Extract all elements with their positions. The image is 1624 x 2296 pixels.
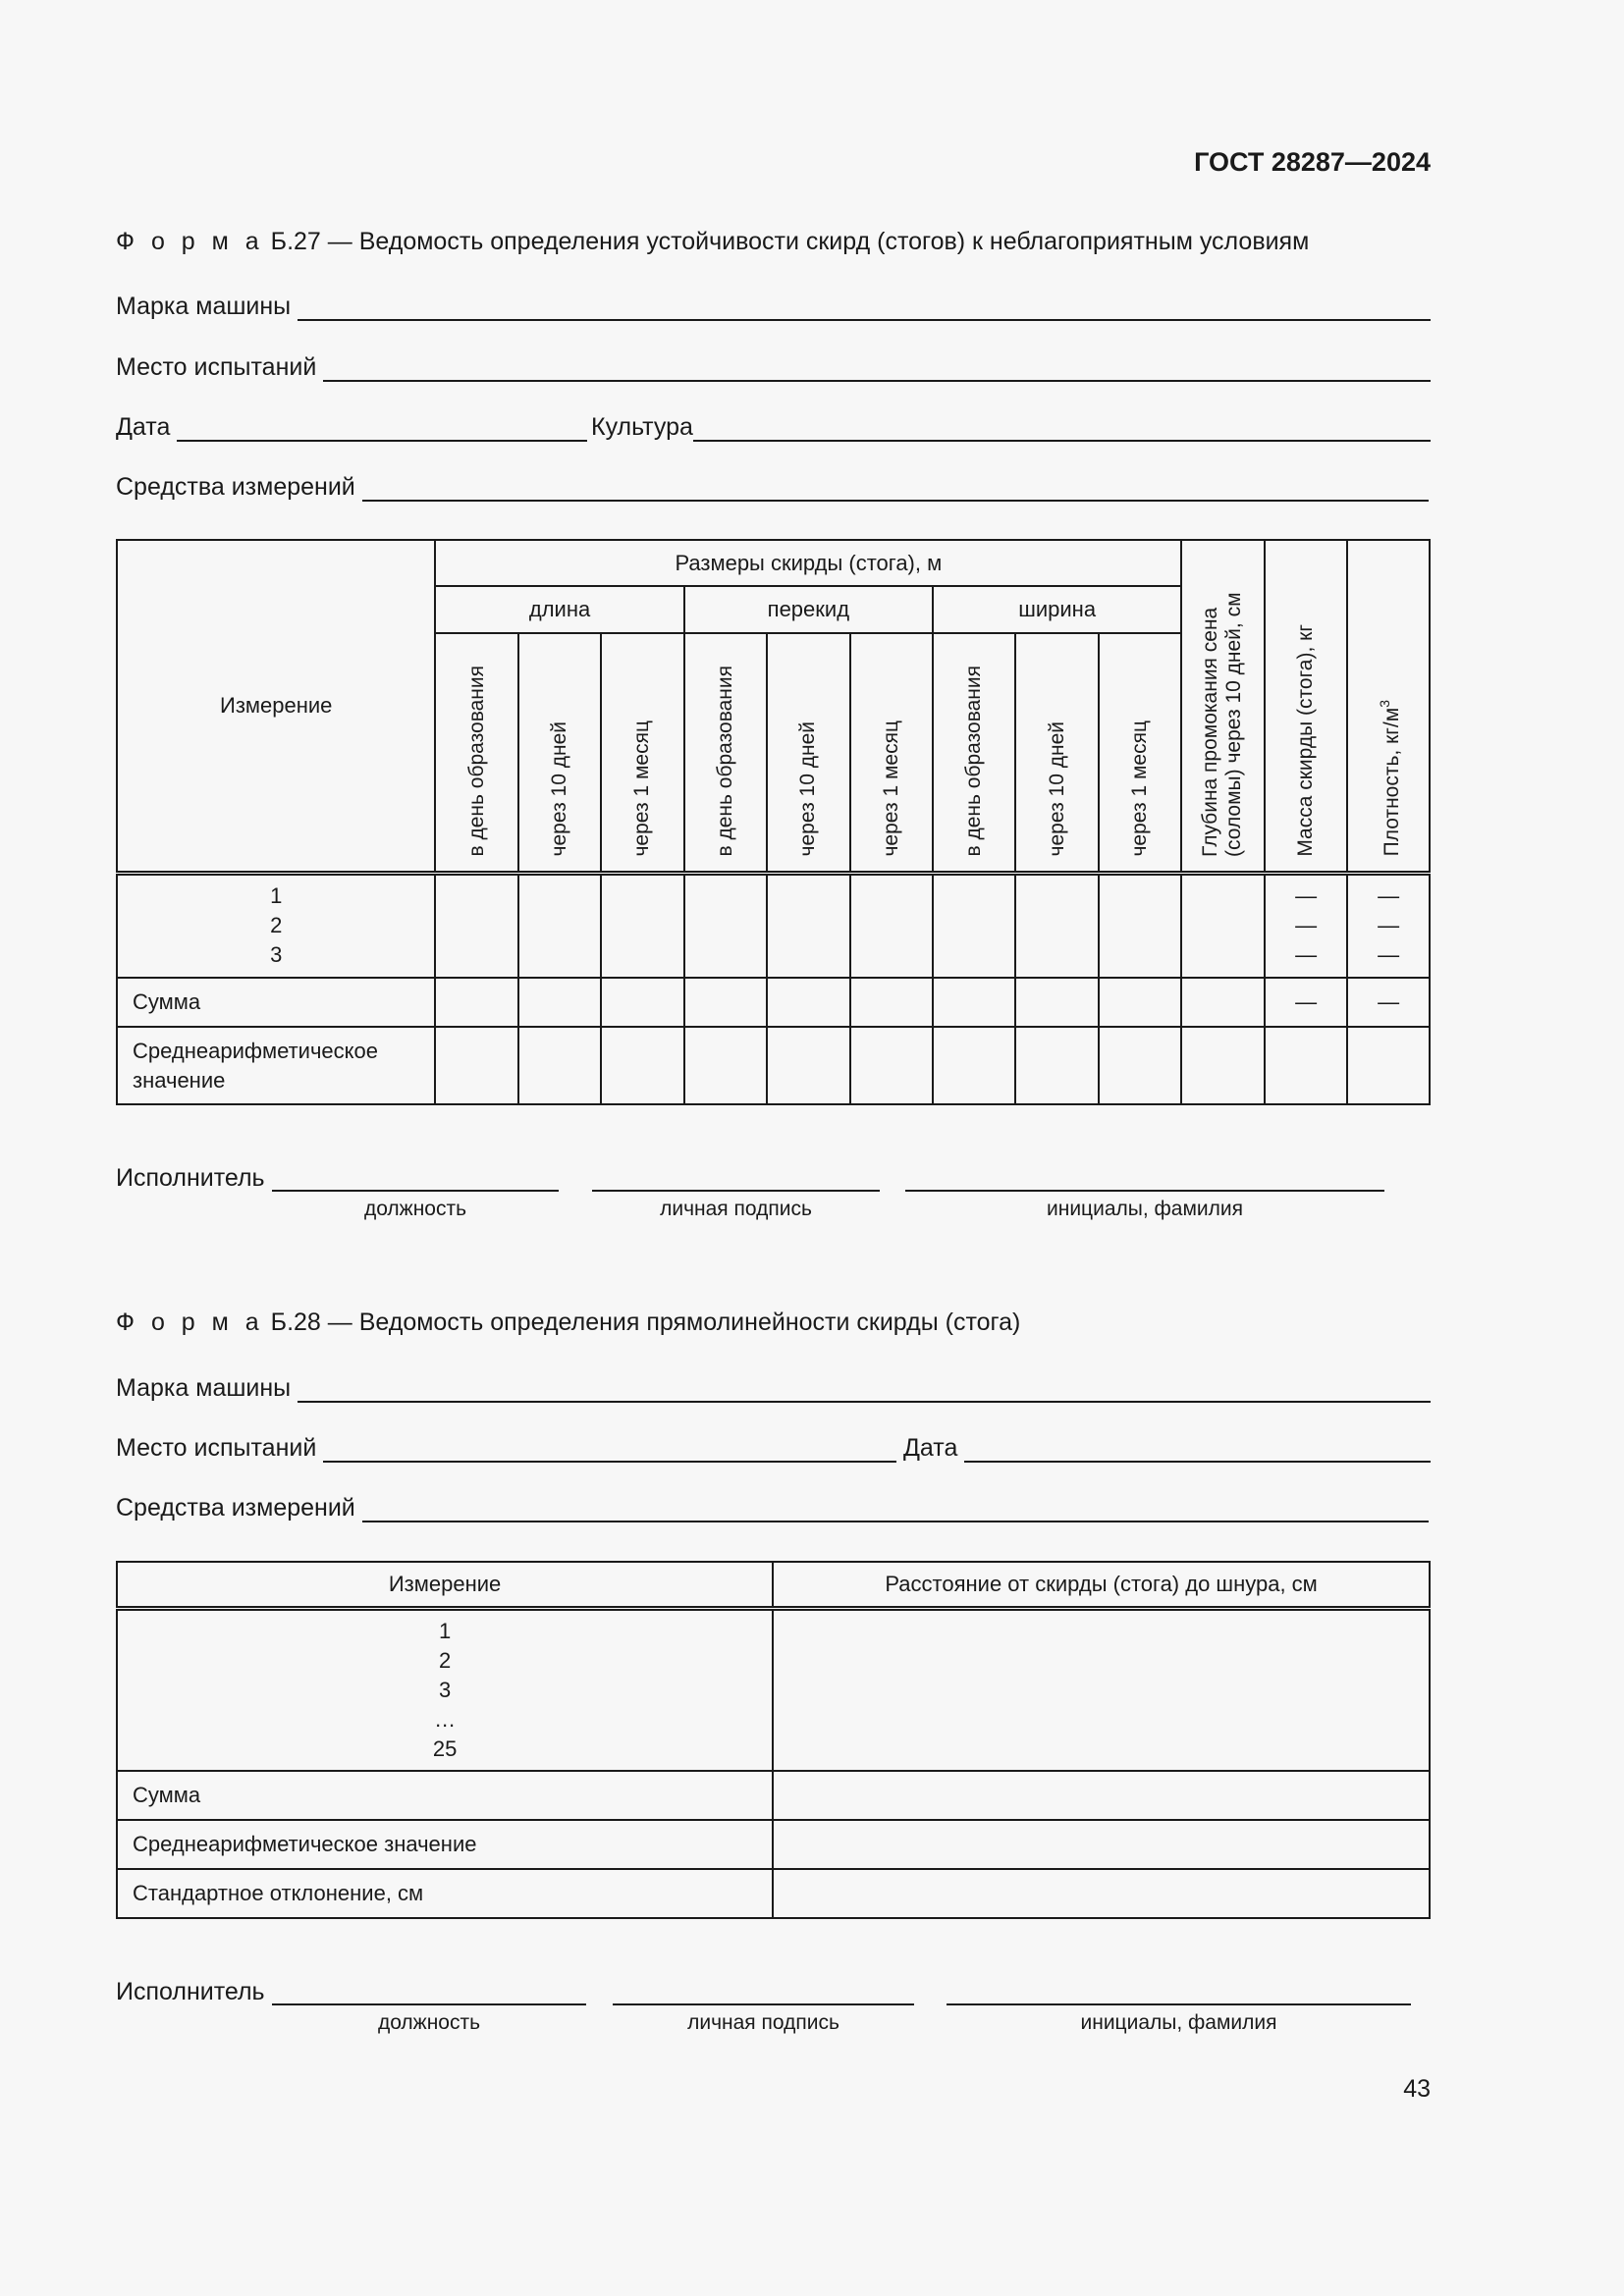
form27-signature-line[interactable] (592, 1190, 880, 1192)
density-dash-cell: — — — (1347, 873, 1430, 978)
subcol-header: через 10 дней (767, 633, 849, 873)
mean-row (117, 1027, 1430, 1104)
sizes-header: Размеры скирды (стога), м (435, 540, 1181, 586)
data-cell[interactable] (518, 978, 601, 1027)
sum-label: Сумма (117, 1771, 773, 1820)
data-cell[interactable] (435, 873, 517, 978)
form27-executor-label: Исполнитель (116, 1164, 265, 1192)
std-label: Стандартное отклонение, см (117, 1869, 773, 1918)
form27-date-field (116, 413, 587, 442)
measurement-header: Измерение (117, 540, 435, 873)
data-cell[interactable] (767, 1027, 849, 1104)
data-cell[interactable] (850, 873, 933, 978)
data-cell[interactable] (933, 978, 1015, 1027)
form27-instruments-label: Средства измерений (116, 473, 355, 501)
data-cell[interactable] (850, 978, 933, 1027)
subcol-header: в день образования (435, 633, 517, 873)
group-width: ширина (933, 586, 1181, 633)
form28-place-field (116, 1434, 896, 1463)
data-cell[interactable] (1099, 1027, 1181, 1104)
form28-date-label: Дата (903, 1434, 958, 1462)
form27-place-label: Место испытаний (116, 353, 317, 381)
form27-place-field (116, 353, 1431, 382)
data-cell[interactable] (1099, 978, 1181, 1027)
form28-date-field (903, 1434, 1431, 1463)
data-cell[interactable] (1347, 1027, 1430, 1104)
sum-label: Сумма (117, 978, 435, 1027)
row-numbers: 1 2 3 … 25 (117, 1608, 773, 1771)
form27-position-line[interactable] (272, 1190, 559, 1192)
data-cell[interactable] (767, 873, 849, 978)
data-cell[interactable] (767, 978, 849, 1027)
form28-position-caption: должность (377, 2011, 481, 2034)
data-cell[interactable] (518, 873, 601, 978)
data-cell[interactable] (1015, 873, 1098, 978)
mass-header: Масса скирды (стога), кг (1265, 540, 1347, 873)
mean-label: Среднеарифметическое значение (117, 1820, 773, 1869)
form27-prefix: Ф о р м а (116, 228, 264, 255)
data-cell[interactable] (601, 978, 683, 1027)
data-cell[interactable] (435, 978, 517, 1027)
form27-date-input[interactable] (177, 416, 587, 442)
document-code: ГОСТ 28287—2024 (1194, 147, 1431, 177)
subcol-header: через 1 месяц (850, 633, 933, 873)
form27-title-text: Б.27 — Ведомость определения устойчивости скирд (стогов) к неблагоприятным условиям (270, 228, 1310, 255)
depth-header: Глубина промокания сена (соломы) через 10 дней, см (1181, 540, 1265, 873)
mass-dash-cell: — — — (1265, 873, 1347, 978)
data-cell[interactable] (518, 1027, 601, 1104)
form27-machine-input[interactable] (298, 295, 1431, 321)
form28-executor-label: Исполнитель (116, 1978, 265, 2005)
form27-place-input[interactable] (323, 356, 1431, 382)
measurement-header: Измерение (117, 1562, 773, 1608)
subcol-header: в день образования (933, 633, 1015, 873)
std-row (117, 1869, 1430, 1918)
form28-name-caption: инициалы, фамилия (1080, 2011, 1277, 2034)
data-cell[interactable] (773, 1771, 1430, 1820)
form27-date-label: Дата (116, 413, 171, 441)
density-header: Плотность, $кг/м^3$ (1347, 540, 1430, 873)
data-cell[interactable] (933, 1027, 1015, 1104)
data-cell[interactable] (1265, 1027, 1347, 1104)
subcol-header: через 1 месяц (1099, 633, 1181, 873)
form28-date-input[interactable] (964, 1437, 1431, 1463)
form28-title (116, 1308, 1020, 1337)
mean-row (117, 1820, 1430, 1869)
form28-table (116, 1561, 1431, 1919)
form28-machine-field (116, 1374, 1431, 1403)
subcol-header: через 1 месяц (601, 633, 683, 873)
data-cell[interactable] (684, 1027, 767, 1104)
data-cell[interactable] (1099, 873, 1181, 978)
data-cell[interactable] (773, 1608, 1430, 1771)
form28-place-input[interactable] (323, 1437, 896, 1463)
sum-row (117, 978, 1430, 1027)
form28-signature-caption: личная подпись (687, 2011, 839, 2034)
form28-signature-line[interactable] (613, 2003, 914, 2005)
data-cell[interactable] (601, 1027, 683, 1104)
form28-machine-label: Марка машины (116, 1374, 292, 1402)
page-number: 43 (1403, 2075, 1431, 2103)
data-cell[interactable] (933, 873, 1015, 978)
group-throw: перекид (684, 586, 933, 633)
form27-table (116, 539, 1431, 1105)
data-cell[interactable] (1181, 873, 1265, 978)
form28-machine-input[interactable] (298, 1377, 1431, 1403)
form27-instruments-field (116, 473, 1429, 502)
form27-machine-field (116, 293, 1431, 321)
data-cell[interactable] (435, 1027, 517, 1104)
form27-signature-caption: личная подпись (660, 1198, 812, 1220)
form28-instruments-input[interactable] (362, 1497, 1429, 1522)
subcol-header: через 10 дней (1015, 633, 1098, 873)
data-cell[interactable] (850, 1027, 933, 1104)
form28-title-text: Б.28 — Ведомость определения прямолинейности скирды (стога) (270, 1308, 1021, 1336)
row-numbers: 1 2 3 (117, 873, 435, 978)
data-cell[interactable] (1181, 1027, 1265, 1104)
form27-name-caption: инициалы, фамилия (1047, 1198, 1243, 1220)
data-cell[interactable] (684, 873, 767, 978)
form28-instruments-label: Средства измерений (116, 1494, 355, 1522)
mass-dash-cell: — (1265, 978, 1347, 1027)
data-cell[interactable] (684, 978, 767, 1027)
form27-culture-input[interactable] (693, 416, 1431, 442)
form27-culture-label: Культура (591, 413, 693, 441)
form27-position-caption: должность (363, 1198, 467, 1220)
data-cell[interactable] (1181, 978, 1265, 1027)
data-cell[interactable] (1015, 978, 1098, 1027)
mean-label: Среднеарифметическое значение (117, 1027, 435, 1104)
form27-culture-field (591, 413, 1431, 442)
subcol-header: через 10 дней (518, 633, 601, 873)
table-row (117, 873, 1430, 978)
form27-machine-label: Марка машины (116, 293, 292, 320)
data-cell[interactable] (1015, 1027, 1098, 1104)
distance-header: Расстояние от скирды (стога) до шнура, см (773, 1562, 1430, 1608)
form28-place-label: Место испытаний (116, 1434, 317, 1462)
data-cell[interactable] (773, 1820, 1430, 1869)
subcol-header: в день образования (684, 633, 767, 873)
data-cell[interactable] (601, 873, 683, 978)
form27-title (116, 228, 1309, 256)
form27-name-line[interactable] (905, 1190, 1384, 1192)
data-cell[interactable] (773, 1869, 1430, 1918)
sum-row (117, 1771, 1430, 1820)
group-length: длина (435, 586, 683, 633)
form28-prefix: Ф о р м а (116, 1308, 264, 1336)
form27-instruments-input[interactable] (362, 476, 1429, 502)
density-dash-cell: — (1347, 978, 1430, 1027)
table-row (117, 1608, 1430, 1771)
form28-position-line[interactable] (272, 2003, 586, 2005)
form28-name-line[interactable] (947, 2003, 1411, 2005)
form28-instruments-field (116, 1494, 1429, 1522)
